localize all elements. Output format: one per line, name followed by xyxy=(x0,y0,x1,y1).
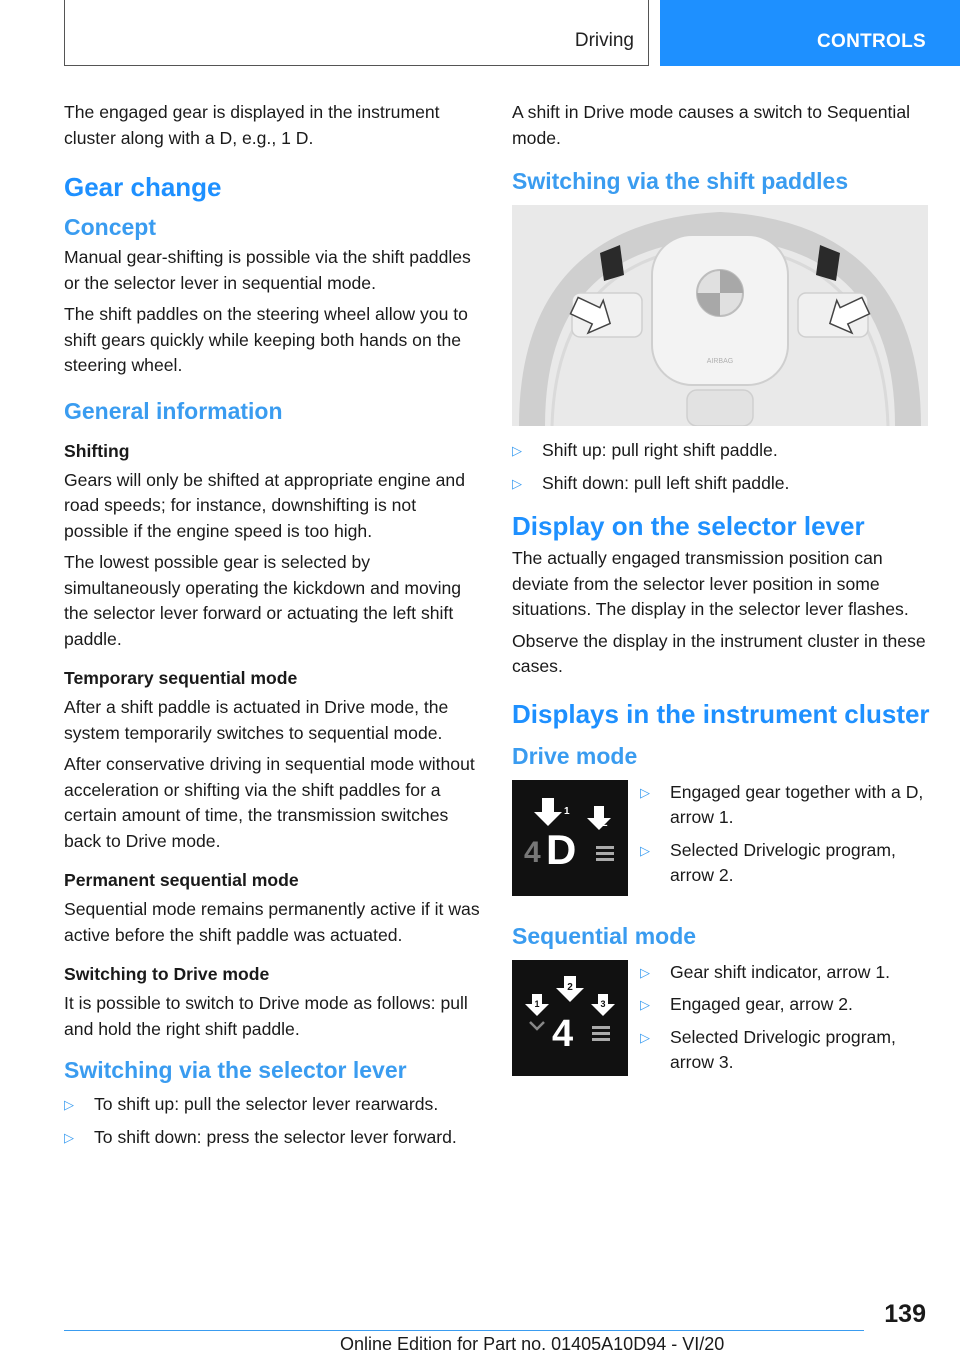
drive-mode-display-image xyxy=(512,780,628,896)
heading-concept: Concept xyxy=(64,214,156,240)
concept-paragraph-1: Manual gear-shifting is possible via the shift paddles or the selector lever in sequential mode. xyxy=(64,247,471,293)
steering-wheel-illustration xyxy=(512,205,928,426)
bullet-triangle-icon: ▷ xyxy=(640,997,650,1012)
heading-gear-change: Gear change xyxy=(64,172,222,202)
lever-paragraph-2: Observe the display in the instrument cluster in these cases. xyxy=(512,630,926,676)
bullet-triangle-icon: ▷ xyxy=(640,784,650,800)
heading-switching-to-drive: Switching to Drive mode xyxy=(64,964,270,984)
right-column xyxy=(512,100,930,1083)
list-item: ▷ Gear shift indicator, arrow 1. xyxy=(640,960,930,986)
list-item: ▷ Engaged gear, arrow 2. xyxy=(640,992,930,1018)
heading-general-information: General information xyxy=(64,397,283,424)
list-item: ▷ Shift down: pull left shift paddle. xyxy=(512,471,930,497)
heading-shift-paddles: Switching via the shift paddles xyxy=(512,168,849,194)
shifting-paragraph-1: Gears will only be shifted at appropriate engine and road speeds; for instance, downshifting is not possible if the engine speed is too high. xyxy=(64,469,465,541)
bullet-triangle-icon: ▷ xyxy=(512,475,522,491)
heading-permanent-sequential: Permanent sequential mode xyxy=(64,870,299,890)
list-item: ▷ Engaged gear together with a D, arrow 1. xyxy=(640,781,924,827)
drive-letter: D xyxy=(546,825,577,873)
section-title: Driving xyxy=(574,30,634,51)
arrow-2-label: 2 xyxy=(602,817,608,829)
permanent-paragraph-1: Sequential mode remains permanently active if it was active before the shift paddle was actuated. xyxy=(64,899,480,945)
steering-wheel-image xyxy=(512,205,928,426)
selector-lever-list xyxy=(64,1092,484,1150)
sequential-mode-list xyxy=(640,960,930,1083)
temporary-paragraph-2: After conservative driving in sequential mode without acceleration or shifting via the shift paddles for a certain amount of time, the transmission switches back to Drive mode. xyxy=(64,754,475,851)
drive-mode-list xyxy=(640,780,930,896)
header-chapter-tab[interactable] xyxy=(660,0,960,66)
gear-number: 4 xyxy=(552,1012,574,1055)
chapter-title: CONTROLS xyxy=(816,31,926,52)
footer-divider xyxy=(64,1330,864,1331)
bullet-triangle-icon: ▷ xyxy=(64,1097,74,1112)
list-item: ▷ To shift down: press the selector lever forward. xyxy=(64,1125,484,1151)
arrow-3-label: 3 xyxy=(600,998,606,1009)
intro-paragraph: The engaged gear is displayed in the instrument cluster along with a D, e.g., 1 D. xyxy=(64,102,440,148)
heading-displays-instrument-cluster: Displays in the instrument cluster xyxy=(512,698,930,729)
airbag-label: AIRBAG xyxy=(706,358,734,365)
sequential-mode-row xyxy=(512,960,930,1083)
shifting-paragraph-2: The lowest possible gear is selected by simultaneously operating the kickdown and moving the selector lever forward or actuating the left shift paddle. xyxy=(64,552,462,649)
header-section-box xyxy=(64,0,649,66)
concept-paragraph-2: The shift paddles on the steering wheel allow you to shift gears quickly while keeping both hands on the steering wheel. xyxy=(64,304,468,375)
gear-number: 4 xyxy=(524,835,541,869)
bullet-triangle-icon: ▷ xyxy=(640,1029,650,1045)
heading-temporary-sequential: Temporary sequential mode xyxy=(64,668,298,688)
list-item: ▷ Shift up: pull right shift paddle. xyxy=(512,438,930,464)
drive-mode-switch-paragraph: A shift in Drive mode causes a switch to Sequential mode. xyxy=(512,102,911,148)
page-number: 139 xyxy=(884,1300,926,1328)
heading-shifting: Shifting xyxy=(64,440,130,461)
arrow-1-label: 1 xyxy=(564,805,570,817)
arrow-1-label: 1 xyxy=(534,998,540,1009)
arrow-2-label: 2 xyxy=(567,981,573,993)
heading-sequential-mode: Sequential mode xyxy=(512,922,697,949)
list-item: ▷ Selected Drivelogic program, arrow 2. xyxy=(640,839,896,885)
list-item: ▷ Selected Drivelogic program, arrow 3. xyxy=(640,1026,896,1072)
bullet-triangle-icon: ▷ xyxy=(640,842,650,858)
left-column xyxy=(64,100,484,1157)
edition-text: Online Edition for Part no. 01405A10D94 - VI/20 xyxy=(340,1334,725,1354)
switch-drive-paragraph: It is possible to switch to Drive mode as follows: pull and hold the right shift paddle. xyxy=(64,993,468,1039)
bullet-triangle-icon: ▷ xyxy=(512,443,522,458)
sequential-mode-display-image xyxy=(512,960,628,1076)
temporary-paragraph-1: After a shift paddle is actuated in Drive mode, the system temporarily switches to sequential mode. xyxy=(64,697,449,743)
heading-selector-lever: Switching via the selector lever xyxy=(64,1057,407,1083)
shift-paddle-list xyxy=(512,438,930,496)
bullet-triangle-icon: ▷ xyxy=(640,964,650,980)
bullet-triangle-icon: ▷ xyxy=(64,1129,74,1145)
heading-drive-mode: Drive mode xyxy=(512,742,638,769)
heading-display-selector-lever: Display on the selector lever xyxy=(512,511,865,541)
lever-paragraph-1: The actually engaged transmission position can deviate from the selector lever position in some situations. The display in the selector lever flashes. xyxy=(512,548,909,619)
list-item: ▷ To shift up: pull the selector lever rearwards. xyxy=(64,1092,484,1118)
drive-mode-row xyxy=(512,780,930,896)
